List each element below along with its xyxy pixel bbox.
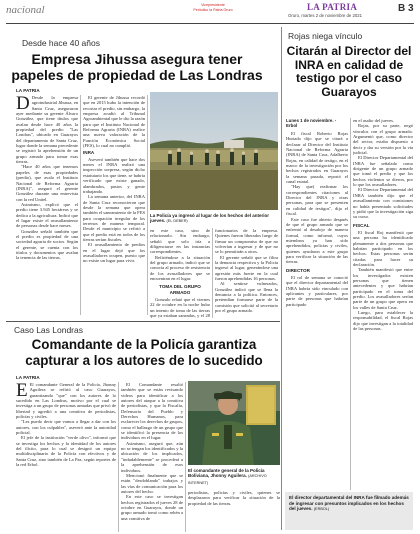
story2-paragraph-text: El comandante General de la Policía, Jhonny Aguilera se refirió al caso Guarayos, garantizando "que" con los autores de lo sucedido en Las Londras, motivo por el cual se investiga a un grupo de personas armadas que privó de libertad y agredió a una comitiva de periodistas, policías y civiles. — [16, 382, 116, 420]
story1-paragraph: "Hace 40 años que tenemos papeles de esas propiedades (predio), que avala el Instituto Nacional de Reforma Agraria (INRA)", aseguró el gerente González durante una entrevista con la red Unitel. — [16, 164, 78, 202]
column-divider — [80, 95, 81, 315]
story1-paragraph: en este caso, sino de relacionarlo. Sin embargo, señaló que solo iría a diligenciarse en las instancias correspondientes. — [150, 228, 210, 255]
publisher-line-1: Vicepresidente — [201, 3, 225, 7]
story1-headline — [6, 51, 268, 83]
column-divider — [185, 382, 186, 532]
sidebar-paragraph: Rojas, por su parte, negó vínculos con el grupo armado. Argumentó que, como director del sector, estaba dispuesto a decir y dar su versión por la vía judicial. — [353, 123, 413, 156]
story1-paragraph: Refiriéndose a la situación del grupo armado, indicó que se conocía al proceso de resistencia de los avasalladores que se encuentran en el lugar. — [150, 254, 210, 282]
story1-paragraph: Aseveró también que hace dos meses el INRA realizó una inspección sorpresa, según dicho estatutario los que tiene, se habría verificado que existe ganado, alambrados, pastos y gente trabajando. — [83, 156, 145, 194]
story2-paragraph: Asimismo, aseguró que, aún no se tengan los identificados y la ubicación de los implicados, "indudablemente" se procederá a la aprehensión de esos individuos. — [121, 440, 183, 473]
story1-paragraph: La semana anterior, del INRA de Santa Cruz reconocieron que desde la semana que opera también el saneamiento de la FES para ocupación irregular de los terrenos de manera temporal. Desde el municipio se refirió a que el predio está en todos de los tierras serían fiscales. — [83, 194, 145, 242]
sidebar-kicker: Rojas niega vínculo — [288, 31, 363, 41]
sidebar-paragraph: El fiscal Roj manifestó que una persona ha identificado plenamente a dos personas que habrían participado en los hechos. Estas personas serán citadas para hacer su declaración. — [353, 229, 413, 267]
story1-subhead-toma: TOMA DEL GRUPO ARMADO — [159, 284, 201, 295]
story1-paragraph: Gonzalo relató que el viernes 22 de octubre en la noche hubo un intento de toma de las tierras que ya estaban saneadas, y el 28 — [150, 297, 210, 318]
story1-photo-caption — [150, 213, 278, 225]
story1-paragraph: González señaló también que el predio es propiedad de una sociedad agraria de socios. Según el gerente, se cuenta con los títulos y documentos que avalan la tenencia de las tierras. — [16, 228, 78, 261]
column-divider — [350, 118, 351, 490]
police-commander-photo — [188, 381, 280, 465]
sidebar-paragraph: "Hay que) reafirmar los correspondientes citaciones al Director del INRA y otras personas, para que se presenten en calidad de testigos", dijo el fiscal. — [286, 184, 348, 217]
sidebar-subhead-fiscal: FISCAL — [353, 222, 370, 228]
newspaper-brand: LA PATRIA — [307, 2, 358, 12]
story2-headline — [6, 337, 282, 369]
issue-date: Oruro, martes 2 de noviembre de 2021 — [288, 13, 363, 18]
sidebar-paragraph: El rol de semana se conoció que el director departamental del INRA habría sido vinculado con aplicantes y particulares, por parte de personas que habrían participado — [286, 274, 348, 307]
sidebar-headline: Citarán al Director del INRA en calidad de testigo por el caso Guarayos — [286, 44, 412, 99]
story2-caption-text: El comandante general de la Policía Boliviana, Jhonny Aguilera. — [188, 468, 265, 479]
story1-subhead-inra: INRA — [83, 150, 95, 156]
sidebar-quote: El director departamental del INRA fue filmado además de ingresar con presuntos implicados en los hechos del jueves. — [289, 495, 409, 512]
story2-column-1 — [16, 382, 116, 532]
sidebar-paragraph: El fiscal Roberto Rojas Hurtado dijo que se citará a declarar al Director del Instituto Nacional de Reforma Agraria (INRA) de Santa Cruz, Adalberto Rojas, en calidad de testigo, en el marco de la investigación por los hechos registrados en Guarayos la semana pasada, reportó el canal estatal. — [286, 131, 348, 185]
story2-paragraph: "Les puedo decir que vamos a llegar a dar con los autores, con los culpables", aseveró ante la autoridad policial. — [16, 419, 116, 436]
story2-paragraph: En este caso se investigan hechos registrados el jueves 28 de octubre en Guarayos, donde un grupo armado tomó como rehén a una comitiva de — [121, 494, 183, 521]
sidebar-paragraph: El Director Departamental del INRA también dijo que el avasallamiento con comisiones no había presentado solicitudes y pidió que la investigación siga su curso. — [353, 187, 413, 220]
story-separator — [6, 321, 280, 322]
story2-kicker: Caso Las Londras — [14, 325, 83, 335]
story2-headline-line1: Comandante de la Policía garantiza — [31, 337, 257, 352]
story1-paragraph: Al sentirse vulnerados, González indicó que se llena la denuncia a la política. Entonces, pretendían formarse parte de la comisión que solicitó al secretario por el grupo armado. — [215, 281, 278, 314]
column-divider — [147, 95, 148, 315]
story1-paragraph-text: Desde la empresa agroindustrial Jihussa, en Santa Cruz, aseguraron ayer mediante su gerente Álvaro González, que tiene títulos que avalan desde hace 40 años la propiedad del predio "Las Londras", ubicado en Guarayos del departamento de Santa Cruz, lugar donde la semana precedente se registró la aprehensión de un grupo armado para tomar esas tierras. — [16, 95, 78, 165]
story2-photo-caption — [188, 468, 280, 486]
story1-column-2 — [83, 95, 145, 315]
story1-headline-line1: Empresa Jihussa asegura tener — [31, 51, 243, 67]
story2-column-2 — [121, 382, 183, 532]
drop-cap: E — [16, 382, 28, 401]
story2-byline: LA PATRIA — [16, 375, 40, 380]
story2-photo — [188, 381, 280, 465]
sidebar-quote-source: (ERBOL) — [313, 507, 330, 512]
story1-paragraph: funcionarios de la empresa. Quienes fueron liberados luego de firmar un compromiso de que no volverían a ingresar y de que no se lo permitirán a otros. — [215, 228, 278, 255]
story2-paragraph: periodistas, policías y civiles, quienes se desplazaron para verificar la situación de la propiedad de las tierras. — [188, 490, 280, 506]
story1-column-3 — [150, 228, 210, 318]
column-divider — [212, 228, 213, 318]
sidebar-paragraph: También manifestó que entre los investigados existen personas que tienen antecedentes y que habrían participado en el toma del predio. Los avasalladores serían parte de un grupo que opera en los valles de Santa Cruz. — [353, 267, 413, 310]
story2-paragraph: El Comandante resaltó también que se están revisando videos para identificar a los autores del ataque a la comitiva de periodistas, y que la Fiscalía, Defensoría del Pueblo y Derechos Humanos, para esclarecer los derechos de grupos, como el hallazgo de un grupo que se identificó la presencia de los individuos en el lugar. — [121, 382, 183, 441]
publisher-line-2: Periódico la Patria Oruro — [193, 7, 233, 12]
story2-paragraph — [16, 382, 116, 419]
story1-byline: LA PATRIA — [16, 88, 40, 93]
drop-cap: D — [16, 95, 30, 114]
sidebar-byline: Lunes 1 de noviembre. - Erbol — [286, 118, 337, 128]
story2-paragraph: Mencionó finalmente que se están "desdoblando" trabajos y las vías de comunicación para los autores del hecho. — [121, 472, 183, 494]
story1-paragraph: El gerente de Jihussa recordó que en 2015 hubo la intención de recortar el predio, sin embargo, la empresa acudió al Tribunal Agroambiental que le dio la razón para que el Instituto Nacional de Reforma Agraria (INRA) realice una nueva valoración de la Función Económica Social (FES), lo cual no cumplió. — [83, 95, 145, 149]
page-number: B 3 — [398, 3, 414, 14]
story1-photo-source: (EL DEBER) — [166, 219, 188, 224]
story1-paragraph — [16, 95, 78, 164]
field-photo-image — [150, 92, 278, 210]
sidebar-column-1 — [286, 131, 348, 491]
sidebar-subhead-director: DIRECTOR — [286, 267, 310, 273]
sidebar-caption-text — [289, 495, 409, 513]
story1-column-4 — [215, 228, 278, 318]
sidebar-paragraph: en el asalto del jueves. — [353, 118, 395, 123]
story1-caption-text: La Policía ya ingresó al lugar de los hechos del anterior jueves. — [150, 213, 270, 224]
story1-column-1 — [16, 95, 78, 315]
sidebar-caption-box — [285, 492, 413, 530]
story1-headline-line2: papeles de propiedad de Las Londras — [11, 67, 263, 83]
story2-paragraph: El jefe de la institución "verde olivo", informó que se investiga los hechos y la identidad de los autores del ilícito, para lo cual se designó un equipo multidisciplinario de la Policía con efectivos y de Santa Cruz, sino también de La Paz, según reportes de la red Erbol. — [16, 435, 116, 468]
story2-headline-line2: capturar a los autores de lo sucedido — [25, 353, 263, 368]
column-divider — [118, 382, 119, 532]
story1-paragraph: El gerente señaló que se filtra la denuncia respectiva y la Policía ingresó al lugar, generándose una agresión más fuerte en la cual fueron aprehendidas 16 personas. — [215, 254, 278, 282]
section-name: nacional — [6, 4, 45, 16]
story2-photo-source: (ARCHIVO INTERNET) — [188, 474, 267, 485]
story1-photo — [150, 92, 278, 210]
publisher-credit — [168, 3, 258, 12]
story1-paragraph: El avasallamiento de predios en el lugar dejó que los avasalladores ocupen, puesto que no existe un lugar para vivir. — [83, 242, 145, 264]
sidebar-paragraph: Este caso fue abierto después de que el grupo armado que se enfrentó al desalojo de manera formal, como informó, cuyos miembros ya han sido aprehendidos, policías y civiles, quienes ayudaron a este grupo para verificar la situación de las tierras. — [286, 216, 348, 265]
story1-kicker: Desde hace 40 años — [22, 38, 100, 48]
sidebar-caption-content — [285, 492, 413, 530]
sidebar-column-2 — [353, 118, 413, 490]
story2-column-3 — [188, 490, 280, 532]
sidebar-paragraph: Luego, para establecer la responsabilidad, el fiscal Rojas dijo que investigan a la totalidad de las personas. — [353, 310, 413, 332]
header-rule — [6, 23, 414, 24]
sidebar-paragraph: El Director Departamental del INRA fue señalado como dirigente de un grupo armado que tomó el predio y que los hechos violentos se dieron, por lo que los avasalladores. — [353, 155, 413, 188]
story1-paragraph: Asimismo, explicó que el predio tiene 3.945 hectáreas y se dedica a la agricultura. Indicó que el lugar existe el avasallamiento de personas desde hace meses. — [16, 201, 78, 229]
